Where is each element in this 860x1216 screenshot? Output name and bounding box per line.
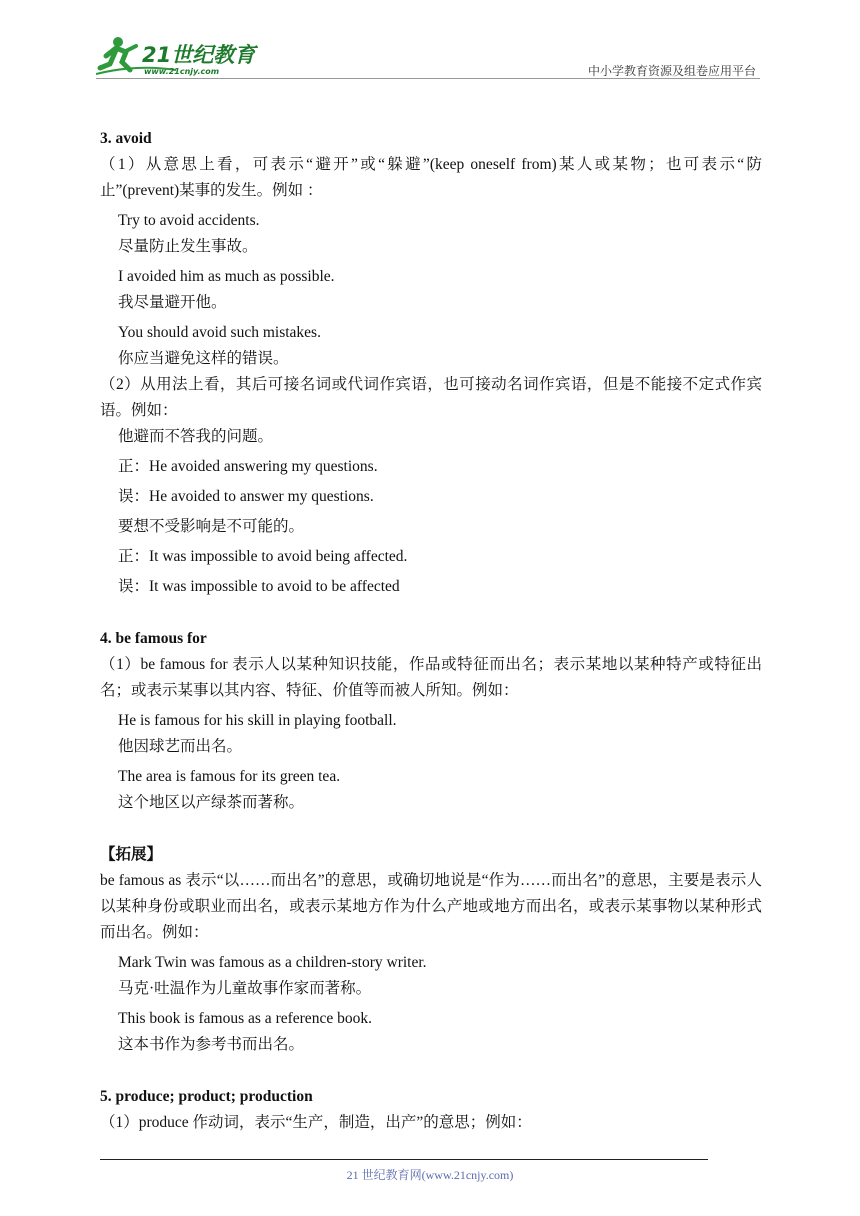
svg-text:21世纪教育: 21世纪教育: [142, 43, 256, 67]
page-header: [96, 34, 760, 80]
example-en: The area is famous for its green tea.: [118, 768, 341, 785]
site-logo: [96, 34, 266, 78]
example-correct: 正：It was impossible to avoid being affected.: [118, 548, 408, 565]
header-divider: [96, 78, 760, 79]
section-4-title: 4. be famous for: [100, 630, 207, 647]
example-zh: 你应当避免这样的错误。: [118, 350, 289, 367]
page-footer: 21 世纪教育网(www.21cnjy.com): [346, 1168, 514, 1182]
example-zh: 要想不受影响是不可能的。: [118, 518, 305, 535]
section-3-title: 3. avoid: [100, 130, 152, 147]
extension-title: 【拓展】: [100, 846, 163, 863]
example-incorrect: 误：It was impossible to avoid to be affected: [118, 578, 400, 595]
section-3-para-1: （1）从意思上看，可表示“避开”或“躲避”(keep oneself from)某人或某物；也可表示“防止”(prevent)某事的发生。例如 ：: [100, 156, 762, 199]
section-4-para-1: （1）be famous for 表示人以某种知识技能，作品或特征而出名；表示某地以某种特产或特征出名；或表示某事以其内容、特征、价值等而被人所知。例如：: [100, 656, 762, 699]
platform-name: 中小学教育资源及组卷应用平台: [587, 64, 756, 78]
example-zh: 尽量防止发生事故。: [118, 238, 258, 255]
extension-para-1: be famous as 表示“以……而出名”的意思，或确切地说是“作为……而出名”的意思，主要是表示人以某种身份或职业而出名，或表示某地方作为什么产地或地方而出名，或表示某事物以某种形式而出名。例如：: [100, 872, 762, 941]
example-zh: 这个地区以产绿茶而著称。: [118, 794, 305, 811]
section-3-para-2: （2）从用法上看，其后可接名词或代词作宾语，也可接动名词作宾语，但是不能接不定式作宾语。例如：: [100, 376, 762, 419]
section-5-para-1: （1）produce 作动词，表示“生产，制造，出产”的意思；例如：: [100, 1114, 532, 1131]
example-en: You should avoid such mistakes.: [118, 324, 321, 341]
footer-divider: [100, 1159, 708, 1160]
example-correct: 正：He avoided answering my questions.: [118, 458, 378, 475]
example-zh: 他避而不答我的问题。: [118, 428, 274, 445]
section-5-title: 5. produce; product; production: [100, 1088, 313, 1105]
example-zh: 他因球艺而出名。: [118, 738, 243, 755]
svg-text:www.21cnjy.com: www.21cnjy.com: [144, 67, 220, 76]
example-zh: 这本书作为参考书而出名。: [118, 1036, 305, 1053]
example-incorrect: 误：He avoided to answer my questions.: [118, 488, 374, 505]
example-zh: 我尽量避开他。: [118, 294, 227, 311]
example-en: Mark Twin was famous as a children-story writer.: [118, 954, 427, 971]
example-en: I avoided him as much as possible.: [118, 268, 335, 285]
example-zh: 马克·吐温作为儿童故事作家而著称。: [118, 980, 372, 997]
example-en: This book is famous as a reference book.: [118, 1010, 372, 1027]
example-en: Try to avoid accidents.: [118, 212, 260, 229]
example-en: He is famous for his skill in playing football.: [118, 712, 397, 729]
document-body: [100, 126, 762, 1136]
